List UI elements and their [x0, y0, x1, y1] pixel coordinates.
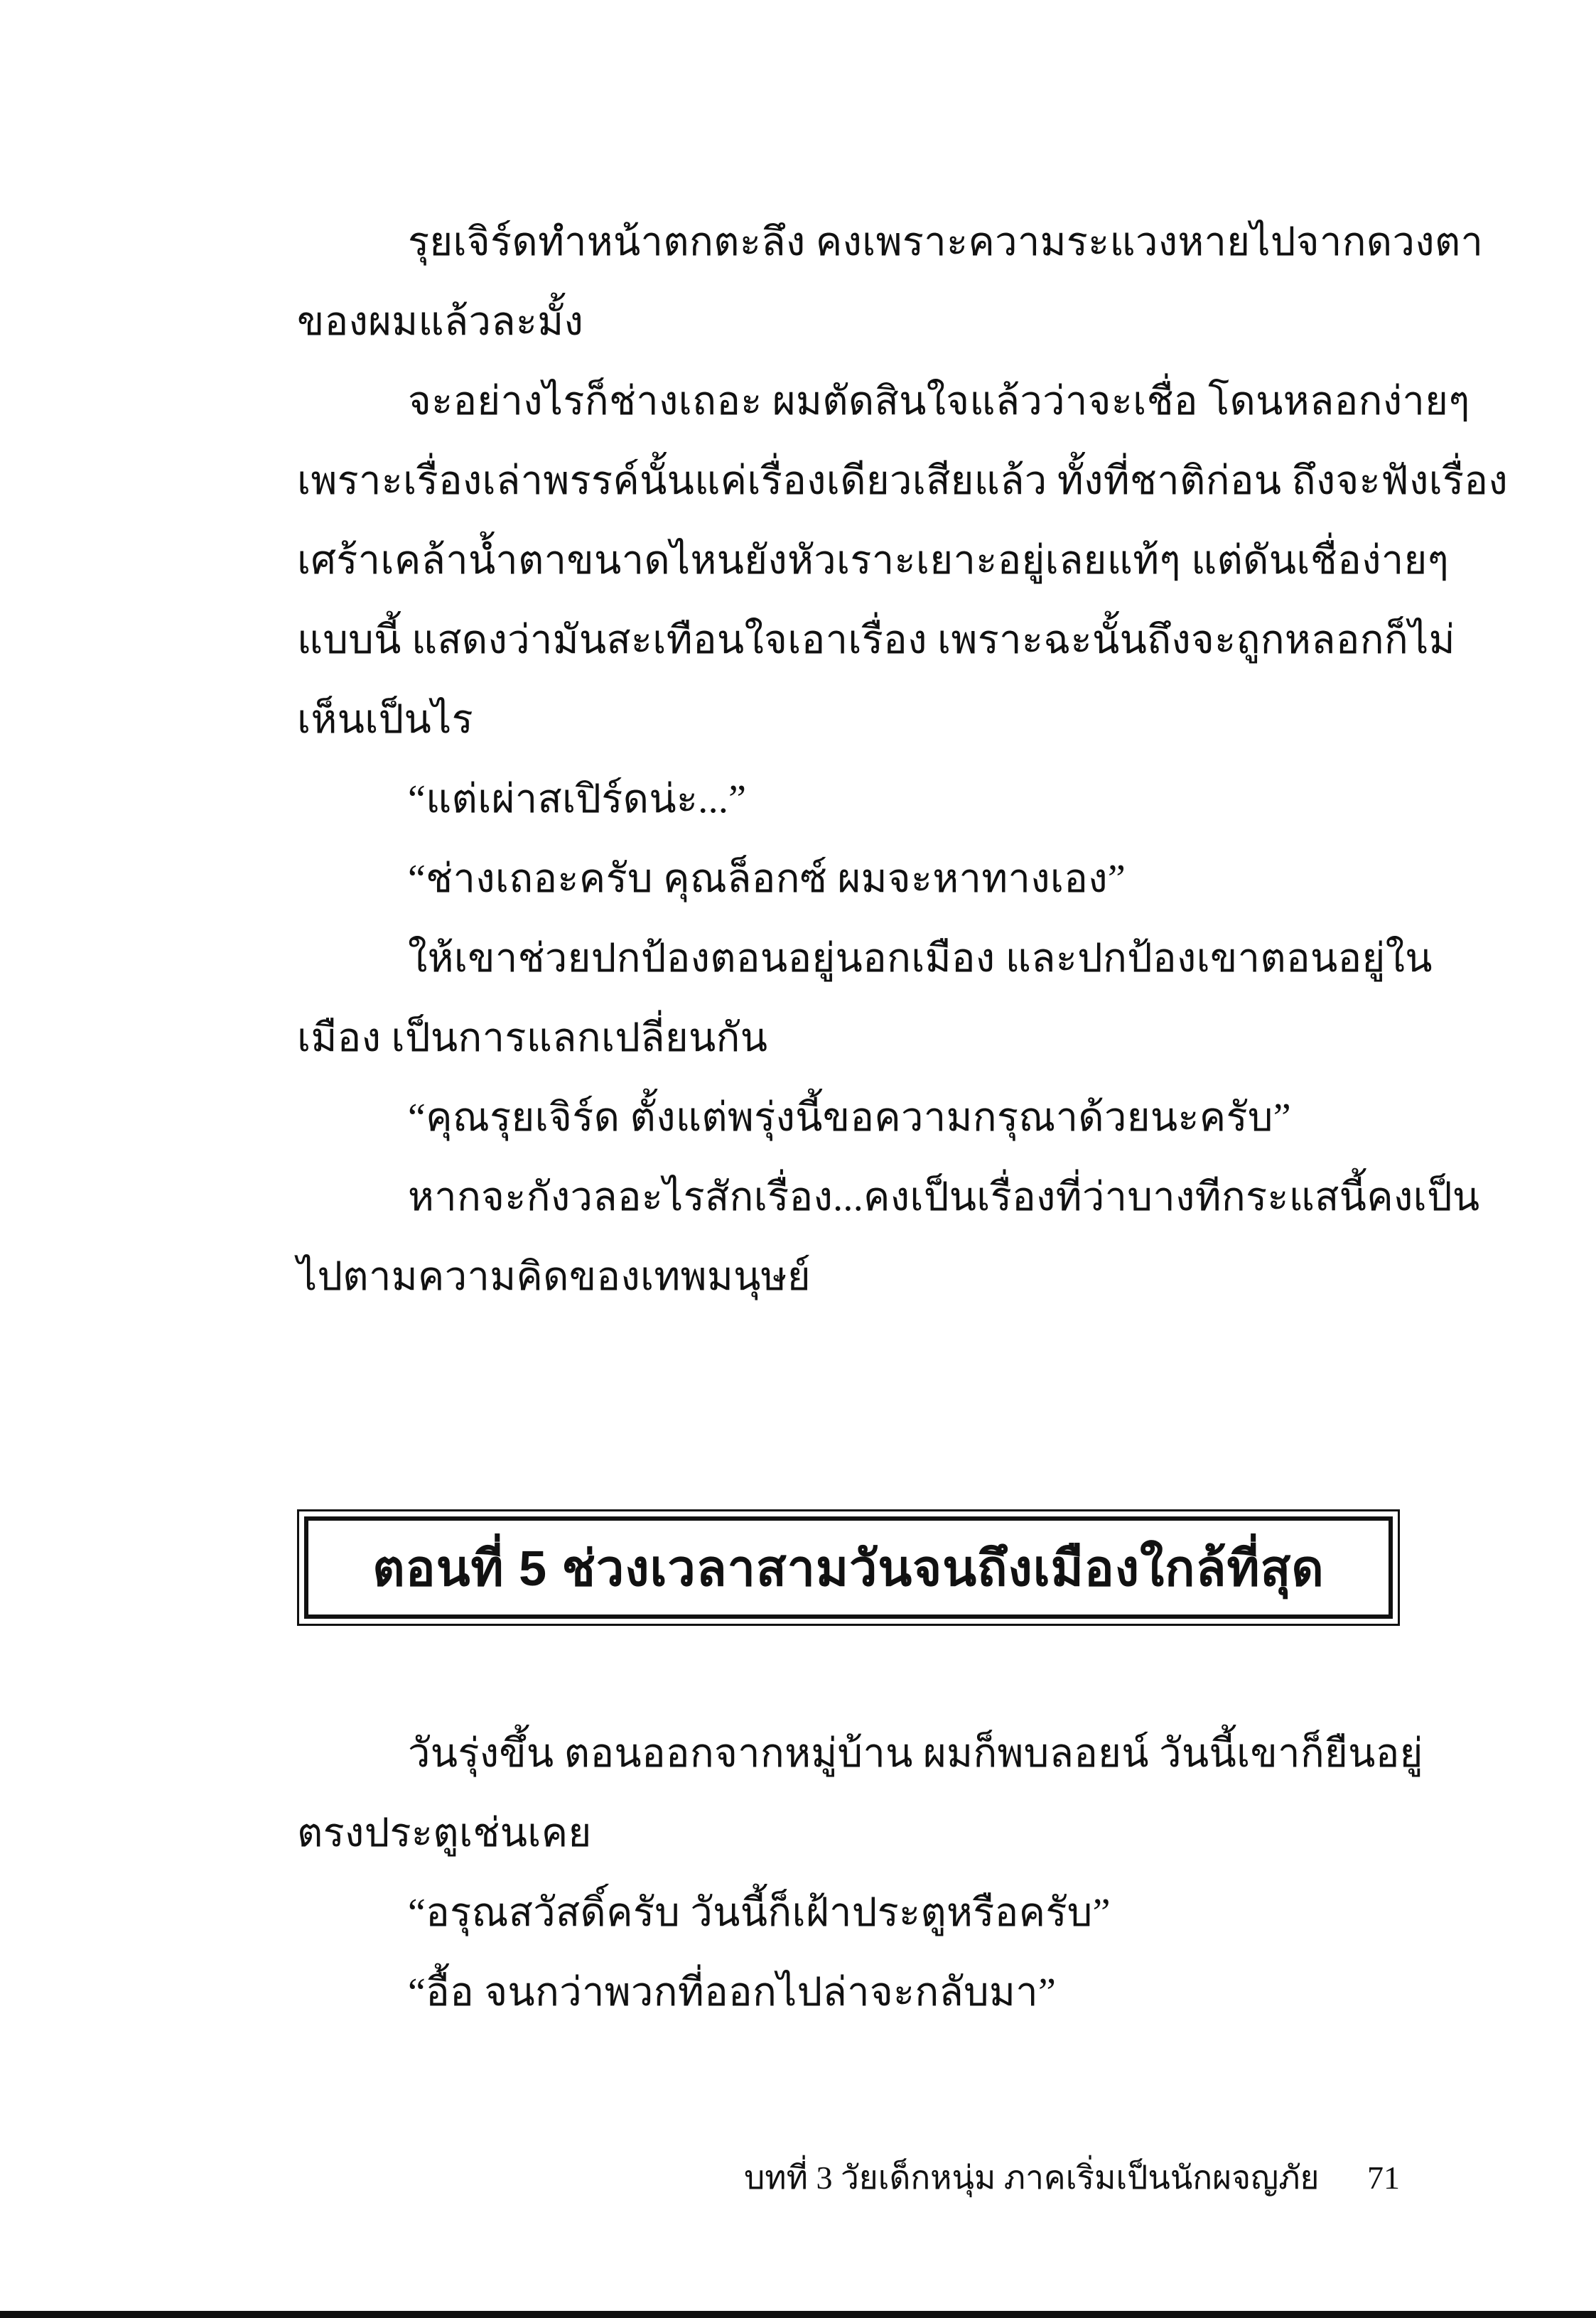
paragraph-line: รุยเจิร์ดทำหน้าตกตะลึง คงเพราะความระแวงหายไปจากดวงตา [408, 220, 1484, 264]
paragraph-line: เห็นเป็นไร [297, 698, 473, 742]
paragraph-line: หากจะกังวลอะไรสักเรื่อง...คงเป็นเรื่องที่ว่าบางทีกระแสนี้คงเป็น [408, 1175, 1480, 1219]
dialogue-line: “อื้อ จนกว่าพวกที่ออกไปล่าจะกลับมา” [408, 1971, 1057, 2015]
paragraph-line: ให้เขาช่วยปกป้องตอนอยู่นอกเมือง และปกป้องเขาตอนอยู่ใน [408, 937, 1433, 981]
paragraph-line: วันรุ่งขึ้น ตอนออกจากหมู่บ้าน ผมก็พบลอยน์ วันนี้เขาก็ยืนอยู่ [408, 1732, 1423, 1776]
dialogue-line: “คุณรุยเจิร์ด ตั้งแต่พรุ่งนี้ขอความกรุณาด้วยนะครับ” [408, 1096, 1291, 1140]
page-footer [297, 2153, 1400, 2203]
dialogue-line: “ช่างเถอะครับ คุณล็อกซ์ ผมจะหาทางเอง” [408, 857, 1126, 901]
chapter-heading-box [297, 1509, 1400, 1626]
paragraph-line: เพราะเรื่องเล่าพรรค์นั้นแค่เรื่องเดียวเสียแล้ว ทั้งที่ชาติก่อน ถึงจะฟังเรื่อง [297, 459, 1508, 503]
bottom-edge-rule [0, 2311, 1596, 2318]
chapter-title: ตอนที่ 5 ช่วงเวลาสามวันจนถึงเมืองใกล้ที่สุด [372, 1540, 1325, 1596]
paragraph-line: จะอย่างไรก็ช่างเถอะ ผมตัดสินใจแล้วว่าจะเชื่อ โดนหลอกง่ายๆ [408, 379, 1470, 424]
dialogue-line: “อรุณสวัสดิ์ครับ วันนี้ก็เฝ้าประตูหรือครับ” [408, 1891, 1111, 1935]
running-title: บทที่ 3 วัยเด็กหนุ่ม ภาคเริ่มเป็นนักผจญภัย [744, 2160, 1320, 2196]
chapter-heading-inner-frame [304, 1516, 1393, 1619]
dialogue-line: “แต่เผ่าสเปิร์ดน่ะ...” [408, 777, 747, 821]
paragraph-line: ตรงประตูเช่นเคย [297, 1811, 592, 1855]
body-text-bottom [297, 1714, 1423, 2032]
paragraph-line: แบบนี้ แสดงว่ามันสะเทือนใจเอาเรื่อง เพราะฉะนั้นถึงจะถูกหลอกก็ไม่ [297, 618, 1455, 662]
body-text-top [297, 203, 1508, 1317]
paragraph-line: ของผมแล้วละมั้ง [297, 300, 584, 344]
paragraph-line: เศร้าเคล้าน้ำตาขนาดไหนยังหัวเราะเยาะอยู่เลยแท้ๆ แต่ดันเชื่อง่ายๆ [297, 539, 1449, 583]
page-number: 71 [1367, 2160, 1400, 2196]
paragraph-line: ไปตามความคิดของเทพมนุษย์ [297, 1255, 811, 1299]
paragraph-line: เมือง เป็นการแลกเปลี่ยนกัน [297, 1016, 768, 1060]
